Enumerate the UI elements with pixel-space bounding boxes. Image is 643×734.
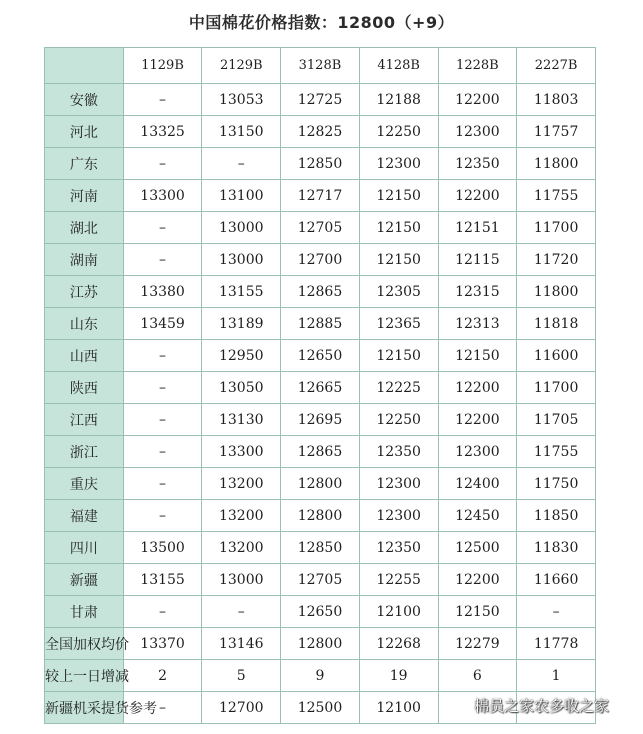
row-label: 浙江: [45, 436, 124, 468]
price-cell: –: [123, 468, 202, 500]
price-cell: 12365: [359, 308, 438, 340]
column-header: 1129B: [123, 48, 202, 84]
price-cell: 12315: [438, 276, 517, 308]
price-cell: 13130: [202, 404, 281, 436]
table-row: [45, 500, 596, 532]
price-cell: 13050: [202, 372, 281, 404]
price-cell: 12500: [281, 692, 360, 724]
table-row: [45, 308, 596, 340]
price-cell: 12850: [281, 532, 360, 564]
price-cell: 19: [359, 660, 438, 692]
price-cell: 13150: [202, 116, 281, 148]
price-cell: 11700: [517, 212, 596, 244]
wechat-icon: [450, 697, 470, 713]
price-cell: 12188: [359, 84, 438, 116]
price-cell: 12665: [281, 372, 360, 404]
row-label: 甘肃: [45, 596, 124, 628]
table-row: [45, 532, 596, 564]
row-label: 河北: [45, 116, 124, 148]
price-cell: 12268: [359, 628, 438, 660]
column-header: 3128B: [281, 48, 360, 84]
price-cell: 12100: [359, 596, 438, 628]
price-cell: 12300: [438, 116, 517, 148]
row-label: 新疆机采提货参考: [45, 692, 124, 724]
table-row: [45, 468, 596, 500]
row-label: 山东: [45, 308, 124, 340]
price-cell: 12305: [359, 276, 438, 308]
row-label: 湖北: [45, 212, 124, 244]
price-cell: 12800: [281, 468, 360, 500]
price-cell: 12500: [438, 532, 517, 564]
price-cell: –: [123, 84, 202, 116]
price-cell: 11755: [517, 436, 596, 468]
price-cell: 6: [438, 660, 517, 692]
price-cell: 12350: [359, 532, 438, 564]
table-row: [45, 564, 596, 596]
table-row: [45, 244, 596, 276]
price-cell: 11660: [517, 564, 596, 596]
price-cell: 12717: [281, 180, 360, 212]
price-cell: –: [123, 244, 202, 276]
table-row: [45, 84, 596, 116]
price-cell: 12865: [281, 436, 360, 468]
price-cell: –: [123, 148, 202, 180]
corner-cell: [45, 48, 124, 84]
price-cell: 13189: [202, 308, 281, 340]
price-cell: 11757: [517, 116, 596, 148]
price-cell: 12200: [438, 404, 517, 436]
price-cell: 11720: [517, 244, 596, 276]
price-cell: 9: [281, 660, 360, 692]
price-cell: 13325: [123, 116, 202, 148]
header-row: [45, 48, 596, 84]
row-label: 湖南: [45, 244, 124, 276]
table-row: [45, 148, 596, 180]
price-cell: 12313: [438, 308, 517, 340]
price-cell: –: [123, 436, 202, 468]
price-cell: 12705: [281, 564, 360, 596]
column-header: 4128B: [359, 48, 438, 84]
price-cell: –: [123, 212, 202, 244]
price-cell: 12400: [438, 468, 517, 500]
price-cell: 12700: [281, 244, 360, 276]
row-label: 全国加权均价: [45, 628, 124, 660]
price-cell: 11800: [517, 148, 596, 180]
table-row: [45, 628, 596, 660]
column-header: 2129B: [202, 48, 281, 84]
price-cell: –: [202, 148, 281, 180]
price-cell: –: [123, 404, 202, 436]
row-label: 新疆: [45, 564, 124, 596]
price-cell: 13200: [202, 468, 281, 500]
price-cell: 2: [123, 660, 202, 692]
price-cell: 12300: [359, 500, 438, 532]
price-cell: 12151: [438, 212, 517, 244]
row-label: 较上一日增减: [45, 660, 124, 692]
price-cell: 12650: [281, 340, 360, 372]
price-cell: –: [123, 340, 202, 372]
price-cell: 12450: [438, 500, 517, 532]
price-cell: 11750: [517, 468, 596, 500]
price-cell: 11778: [517, 628, 596, 660]
price-cell: 13300: [123, 180, 202, 212]
price-cell: 11705: [517, 404, 596, 436]
row-label: 江苏: [45, 276, 124, 308]
price-cell: 11800: [517, 276, 596, 308]
price-cell: 13000: [202, 212, 281, 244]
row-label: 山西: [45, 340, 124, 372]
price-cell: 11700: [517, 372, 596, 404]
price-cell: 13000: [202, 244, 281, 276]
price-cell: –: [123, 372, 202, 404]
price-cell: 12150: [359, 244, 438, 276]
price-cell: 12150: [438, 340, 517, 372]
price-cell: 11850: [517, 500, 596, 532]
price-cell: 12200: [438, 180, 517, 212]
price-cell: 12200: [438, 564, 517, 596]
price-cell: 12650: [281, 596, 360, 628]
price-cell: 13370: [123, 628, 202, 660]
price-cell: 11818: [517, 308, 596, 340]
price-cell: 11755: [517, 180, 596, 212]
price-cell: 12300: [438, 436, 517, 468]
row-label: 广东: [45, 148, 124, 180]
table-row: [45, 372, 596, 404]
price-cell: 11830: [517, 532, 596, 564]
row-label: 四川: [45, 532, 124, 564]
price-cell: 13380: [123, 276, 202, 308]
table-row: [45, 116, 596, 148]
price-cell: 12705: [281, 212, 360, 244]
price-cell: 12225: [359, 372, 438, 404]
price-cell: 12350: [359, 436, 438, 468]
price-cell: 12255: [359, 564, 438, 596]
table-row: [45, 180, 596, 212]
price-cell: 13053: [202, 84, 281, 116]
price-cell: 12100: [359, 692, 438, 724]
cotton-price-table: [44, 47, 596, 724]
row-label: 陕西: [45, 372, 124, 404]
table-row: [45, 436, 596, 468]
price-cell: 12885: [281, 308, 360, 340]
table-row: [45, 276, 596, 308]
price-cell: 12300: [359, 468, 438, 500]
price-cell: 11600: [517, 340, 596, 372]
row-label: 重庆: [45, 468, 124, 500]
price-cell: 12150: [359, 180, 438, 212]
price-cell: 12800: [281, 628, 360, 660]
price-cell: 12800: [281, 500, 360, 532]
price-cell: 13100: [202, 180, 281, 212]
price-cell: 12115: [438, 244, 517, 276]
row-label: 河南: [45, 180, 124, 212]
page-title: 中国棉花价格指数：12800（+9）: [188, 13, 455, 32]
price-cell: –: [123, 692, 202, 724]
price-cell: 12250: [359, 116, 438, 148]
price-cell: 12150: [359, 212, 438, 244]
table-row: [45, 596, 596, 628]
price-cell: 12150: [438, 596, 517, 628]
price-cell: 5: [202, 660, 281, 692]
table-row: [45, 340, 596, 372]
watermark: [450, 693, 609, 717]
table-row: [45, 404, 596, 436]
price-cell: 12825: [281, 116, 360, 148]
price-cell: –: [123, 596, 202, 628]
price-cell: 12865: [281, 276, 360, 308]
row-label: 江西: [45, 404, 124, 436]
row-label: 安徽: [45, 84, 124, 116]
watermark-text: 棉员之家农多收之家: [474, 696, 610, 715]
price-cell: 12350: [438, 148, 517, 180]
column-header: 1228B: [438, 48, 517, 84]
price-cell: 12250: [359, 404, 438, 436]
column-header: 2227B: [517, 48, 596, 84]
price-cell: 13459: [123, 308, 202, 340]
price-cell: 13500: [123, 532, 202, 564]
price-cell: 13200: [202, 500, 281, 532]
price-cell: 13146: [202, 628, 281, 660]
price-cell: 1: [517, 660, 596, 692]
price-cell: 12200: [438, 84, 517, 116]
price-cell: –: [202, 596, 281, 628]
row-label: 福建: [45, 500, 124, 532]
price-cell: 12300: [359, 148, 438, 180]
price-cell: 12700: [202, 692, 281, 724]
price-cell: 12850: [281, 148, 360, 180]
price-cell: 13200: [202, 532, 281, 564]
price-cell: –: [517, 596, 596, 628]
price-cell: 13155: [202, 276, 281, 308]
price-cell: 12200: [438, 372, 517, 404]
price-cell: 11803: [517, 84, 596, 116]
price-cell: 13300: [202, 436, 281, 468]
price-cell: 13155: [123, 564, 202, 596]
price-cell: 12150: [359, 340, 438, 372]
price-cell: 12950: [202, 340, 281, 372]
table-row: [45, 660, 596, 692]
price-cell: 12725: [281, 84, 360, 116]
price-cell: 12279: [438, 628, 517, 660]
price-cell: 12695: [281, 404, 360, 436]
price-cell: 13000: [202, 564, 281, 596]
table-row: [45, 212, 596, 244]
price-cell: –: [123, 500, 202, 532]
